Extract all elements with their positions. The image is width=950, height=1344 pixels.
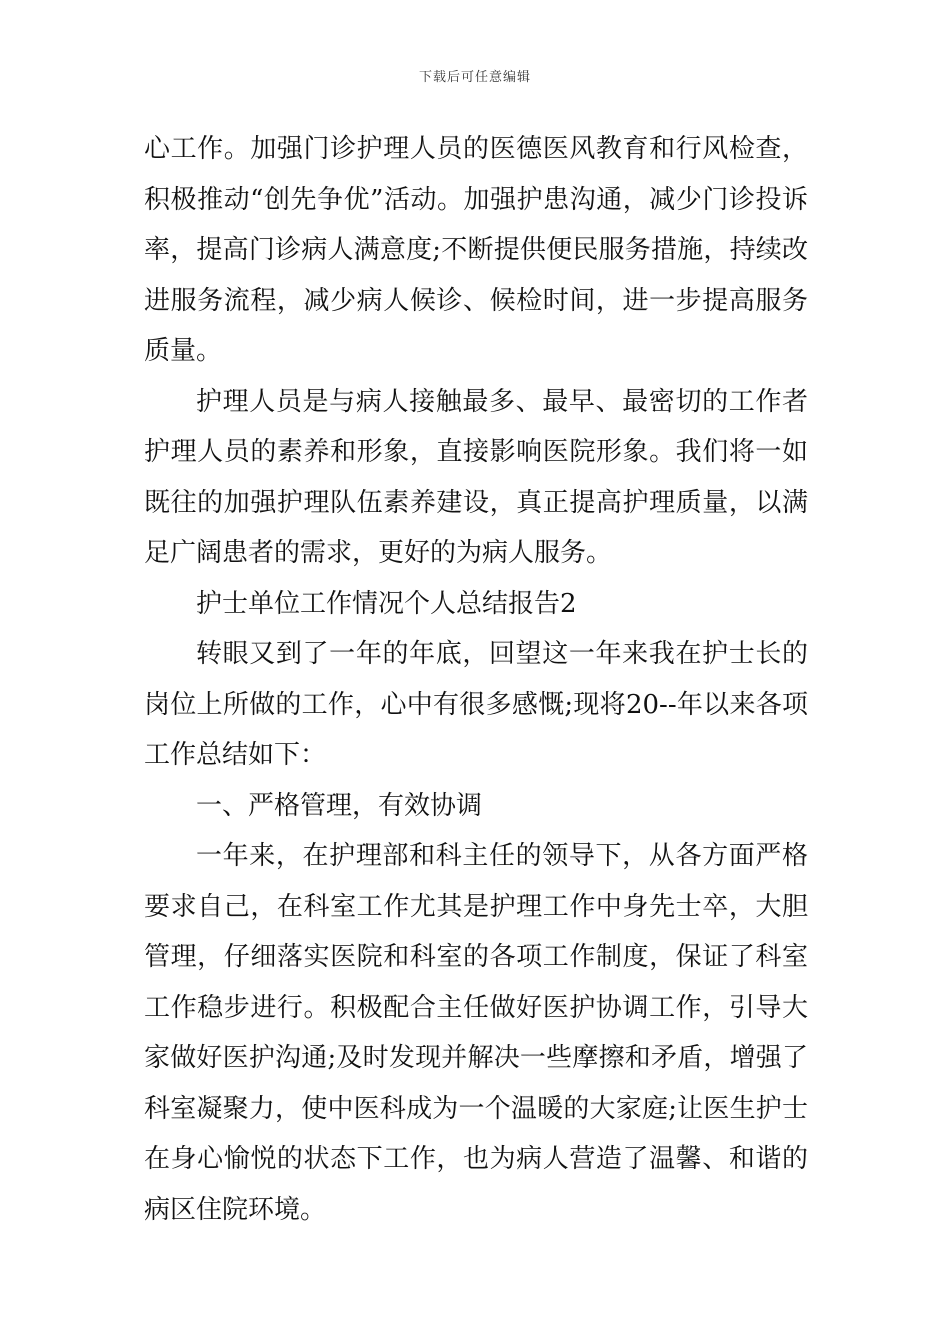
section-heading: 一、严格管理，有效协调 — [196, 790, 483, 821]
paragraph-continued: 心工作。加强门诊护理人员的医德医风教育和行风检查，积极推动“创先争优”活动。加强护患沟通，减少门诊投诉率，提高门诊病人满意度;不断提供便民服务措施，持续改进服务流程，减少病人候诊、候检时间，进一步提高服务质量。 — [144, 134, 808, 366]
paragraph: 一年来，在护理部和科主任的领导下，从各方面严格要求自己，在科室工作尤其是护理工作中身先士卒，大胆管理，仔细落实医院和科室的各项工作制度，保证了科室工作稳步进行。积极配合主任做好医护协调工作，引导大家做好医护沟通;及时发现并解决一些摩擦和矛盾，增强了科室凝聚力，使中医科成为一个温暖的大家庭;让医生护士在身心愉悦的状态下工作，也为病人营造了温馨、和谐的病区住院环境。 — [144, 841, 808, 1225]
paragraph: 护理人员是与病人接触最多、最早、最密切的工作者护理人员的素养和形象，直接影响医院形象。我们将一如既往的加强护理队伍素养建设，真正提高护理质量，以满足广阔患者的需求，更好的为病人服务。 — [144, 386, 808, 568]
section-title: 护士单位工作情况个人总结报告2 — [196, 588, 577, 619]
paragraph: 转眼又到了一年的年底，回望这一年来我在护士长的岗位上所做的工作，心中有很多感慨;现将20--年以来各项工作总结如下： — [144, 639, 808, 770]
document-body — [144, 124, 808, 1235]
header-note: 下载后可任意编辑 — [418, 70, 531, 85]
